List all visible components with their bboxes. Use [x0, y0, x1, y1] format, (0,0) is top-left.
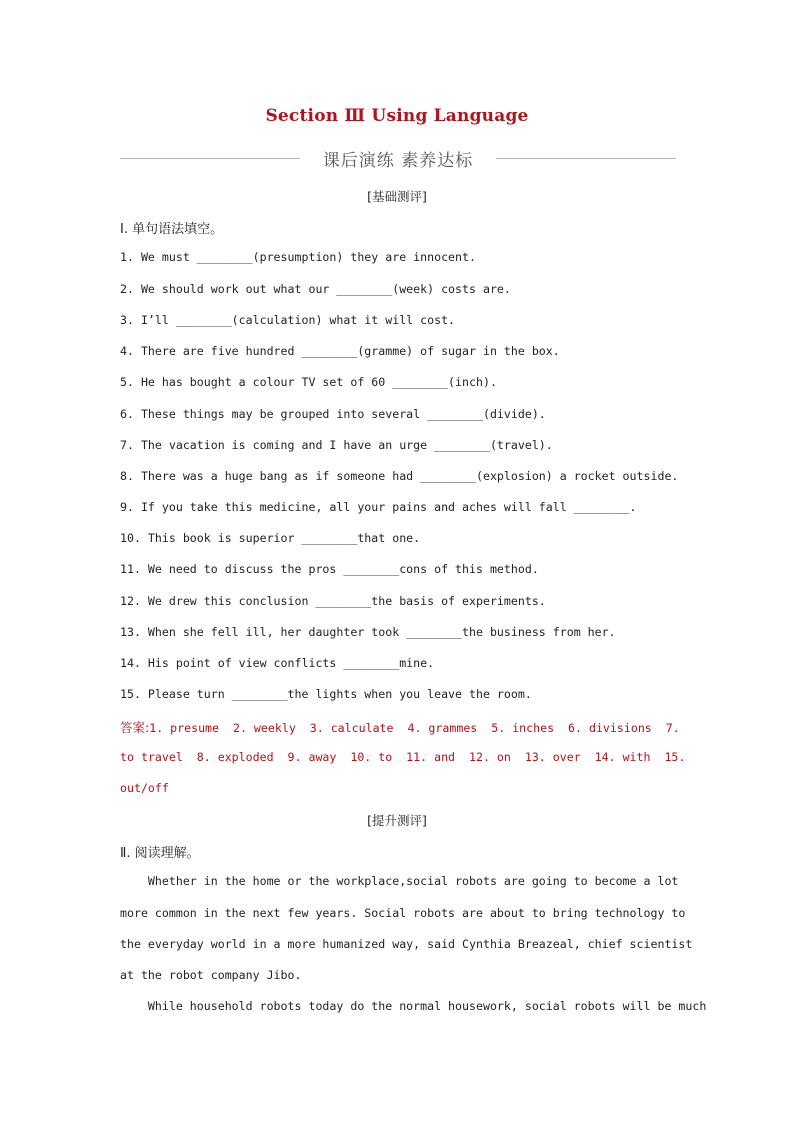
banner-rule-left: [120, 158, 300, 159]
question-15: 15. Please turn ________the lights when you leave the room.: [120, 687, 532, 701]
passage-line-3: the everyday world in a more humanized way, said Cynthia Breazeal, chief scientist: [120, 937, 693, 951]
section-banner: [120, 146, 676, 170]
question-14: 14. His point of view conflicts ________mine.: [120, 656, 435, 670]
question-7: 7. The vacation is coming and I have an urge ________(travel).: [120, 438, 553, 452]
answer-line-2: to travel 8. exploded 9. away 10. to 11. and 12. on 13. over 14. with 15.: [120, 750, 686, 764]
passage-line-1: Whether in the home or the workplace,social robots are going to become a lot: [120, 874, 679, 888]
answer-line-3: out/off: [120, 781, 169, 795]
question-11: 11. We need to discuss the pros ________cons of this method.: [120, 562, 539, 576]
passage-line-2: more common in the next few years. Social robots are about to bring technology to: [120, 906, 686, 920]
advanced-test-tag: [提升测评]: [367, 813, 427, 828]
answer-label: 答案:: [120, 720, 150, 735]
passage-line-4: at the robot company Jibo.: [120, 968, 302, 982]
passage-line-5: While household robots today do the normal housework, social robots will be much: [120, 999, 707, 1013]
question-6: 6. These things may be grouped into several ________(divide).: [120, 407, 546, 421]
question-12: 12. We drew this conclusion ________the basis of experiments.: [120, 594, 546, 608]
basic-test-tag: [基础测评]: [367, 189, 427, 204]
question-3: 3. I’ll ________(calculation) what it will cost.: [120, 313, 456, 327]
question-9: 9. If you take this medicine, all your pains and aches will fall ________.: [120, 500, 637, 514]
question-2: 2. We should work out what our ________(week) costs are.: [120, 282, 511, 296]
banner-rule-right: [496, 158, 676, 159]
question-1: 1. We must ________(presumption) they are innocent.: [120, 250, 476, 264]
answer-text-1: 1. presume 2. weekly 3. calculate 4. grammes 5. inches 6. divisions 7.: [149, 721, 680, 735]
answer-line-1: [120, 718, 680, 736]
question-10: 10. This book is superior ________that one.: [120, 531, 421, 545]
question-13: 13. When she fell ill, her daughter took ________the business from her.: [120, 625, 616, 639]
question-5: 5. He has bought a colour TV set of 60 ________(inch).: [120, 375, 497, 389]
section2-heading: Ⅱ. 阅读理解。: [120, 846, 200, 861]
question-8: 8. There was a huge bang as if someone had ________(explosion) a rocket outside.: [120, 469, 679, 483]
page-title: Section Ⅲ Using Language: [265, 106, 529, 126]
question-4: 4. There are five hundred ________(gramme) of sugar in the box.: [120, 344, 560, 358]
section1-heading: Ⅰ. 单句语法填空。: [120, 222, 224, 237]
banner-label: 课后演练 素养达标: [322, 151, 474, 171]
